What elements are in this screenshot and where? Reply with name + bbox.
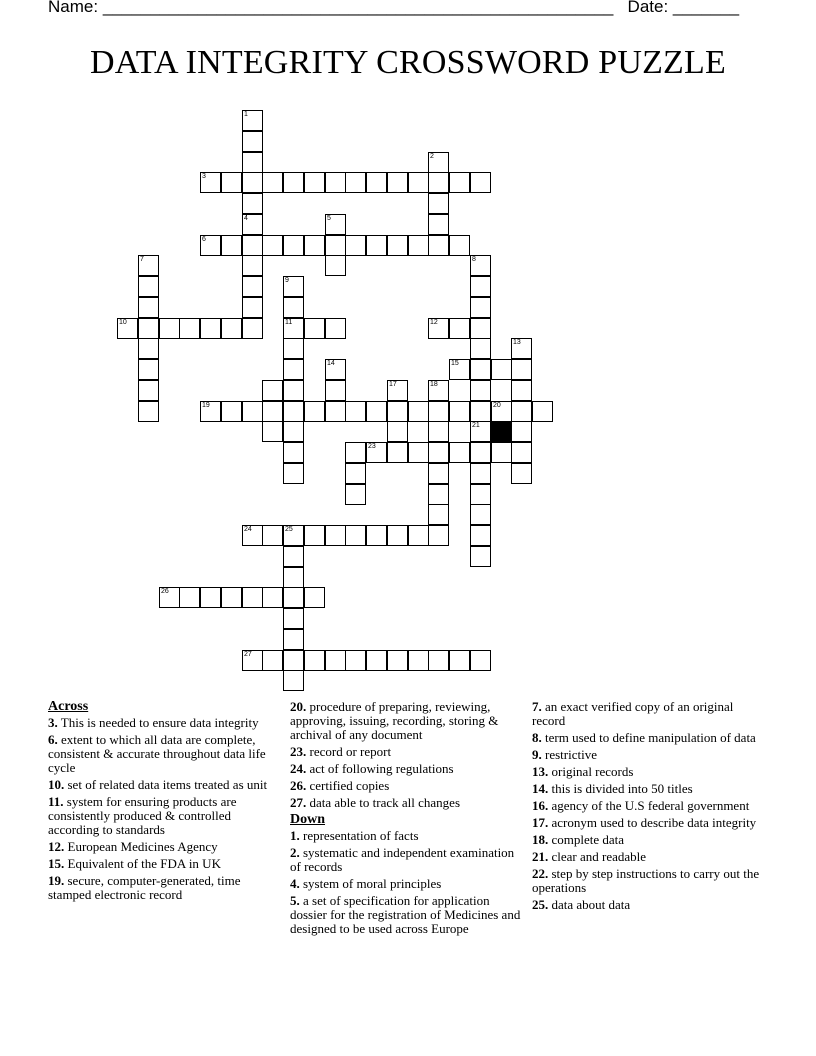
clue-number: 17	[389, 381, 397, 388]
clue-number-label: 23.	[290, 744, 307, 759]
crossword-cell[interactable]	[283, 338, 304, 359]
crossword-cell[interactable]	[345, 484, 366, 505]
crossword-cell[interactable]	[428, 401, 449, 422]
crossword-cell[interactable]	[283, 546, 304, 567]
clue-text: clear and readable	[548, 849, 647, 864]
clue-item	[48, 716, 273, 730]
crossword-cell[interactable]	[449, 235, 470, 256]
crossword-cell[interactable]	[262, 650, 283, 671]
clue-item	[48, 795, 273, 837]
clue-item	[532, 850, 764, 864]
clue-item	[48, 840, 273, 854]
crossword-cell[interactable]	[387, 172, 408, 193]
page-title: DATA INTEGRITY CROSSWORD PUZZLE	[90, 44, 726, 81]
clue-text: representation of facts	[299, 828, 419, 843]
clue-number: 8	[472, 256, 476, 263]
clues-column-1	[48, 700, 273, 905]
crossword-cell[interactable]	[283, 463, 304, 484]
clue-number: 4	[244, 215, 248, 222]
crossword-cell[interactable]	[428, 463, 449, 484]
crossword-cell[interactable]	[179, 587, 200, 608]
clue-text: set of related data items treated as unit	[64, 777, 268, 792]
clue-number: 15	[451, 360, 459, 367]
crossword-cell[interactable]	[428, 484, 449, 505]
clue-item	[48, 778, 273, 792]
crossword-cell[interactable]	[262, 235, 283, 256]
clue-text: restrictive	[541, 747, 597, 762]
clue-number-label: 21.	[532, 849, 549, 864]
crossword-cell[interactable]	[428, 193, 449, 214]
clue-number: 13	[513, 339, 521, 346]
clue-text: an exact verified copy of an original record	[532, 699, 734, 728]
crossword-cell[interactable]	[470, 463, 491, 484]
crossword-cell[interactable]	[470, 650, 491, 671]
crossword-cell[interactable]	[283, 421, 304, 442]
crossword-cell[interactable]	[387, 421, 408, 442]
crossword-cell[interactable]	[408, 442, 429, 463]
clue-text: Equivalent of the FDA in UK	[64, 856, 221, 871]
crossword-cell[interactable]	[345, 650, 366, 671]
clue-number: 3	[202, 173, 206, 180]
crossword-cell[interactable]	[242, 193, 263, 214]
crossword-cell[interactable]	[345, 463, 366, 484]
crossword-cell[interactable]	[511, 338, 532, 359]
crossword-cell[interactable]	[366, 172, 387, 193]
clue-text: record or report	[306, 744, 392, 759]
crossword-cell[interactable]	[325, 255, 346, 276]
clue-text: This is needed to ensure data integrity	[57, 715, 259, 730]
crossword-cell[interactable]	[242, 255, 263, 276]
crossword-cell[interactable]	[470, 318, 491, 339]
crossword-cell[interactable]	[200, 401, 221, 422]
crossword-cell[interactable]	[366, 401, 387, 422]
clue-number: 10	[119, 319, 127, 326]
crossword-cell[interactable]	[283, 380, 304, 401]
crossword-cell[interactable]	[511, 401, 532, 422]
crossword-cell[interactable]	[470, 338, 491, 359]
crossword-cell[interactable]	[345, 401, 366, 422]
clue-item	[532, 867, 764, 895]
crossword-cell[interactable]	[138, 318, 159, 339]
clue-number: 9	[285, 277, 289, 284]
crossword-cell[interactable]	[345, 525, 366, 546]
crossword-cell[interactable]	[387, 442, 408, 463]
crossword-cell[interactable]	[159, 318, 180, 339]
crossword-cell[interactable]	[242, 318, 263, 339]
clue-number: 12	[430, 319, 438, 326]
clue-number-label: 2.	[290, 845, 300, 860]
crossword-cell[interactable]	[262, 401, 283, 422]
crossword-cell[interactable]	[283, 276, 304, 297]
crossword-cell[interactable]	[511, 421, 532, 442]
clue-item	[290, 779, 526, 793]
date-blank[interactable]: _______	[672, 0, 740, 16]
clues-column-3	[532, 700, 764, 915]
clue-number-label: 6.	[48, 732, 58, 747]
clue-number: 26	[161, 588, 169, 595]
crossword-cell[interactable]	[138, 276, 159, 297]
crossword-cell[interactable]	[138, 359, 159, 380]
crossword-cell[interactable]	[449, 318, 470, 339]
crossword-cell[interactable]	[511, 380, 532, 401]
crossword-cell[interactable]	[304, 235, 325, 256]
clue-item	[532, 799, 764, 813]
crossword-cell[interactable]	[408, 650, 429, 671]
clue-text: a set of specification for application dossier for the registration of Medicines and designed to be used across Europe	[290, 893, 521, 936]
clue-number: 20	[493, 402, 501, 409]
crossword-cell[interactable]	[262, 525, 283, 546]
clue-number: 18	[430, 381, 438, 388]
clue-item	[532, 816, 764, 830]
crossword-cell[interactable]	[408, 172, 429, 193]
clue-item	[532, 782, 764, 796]
crossword-cell[interactable]	[200, 235, 221, 256]
crossword-cell[interactable]	[491, 359, 512, 380]
clue-number-label: 7.	[532, 699, 542, 714]
crossword-cell[interactable]	[408, 401, 429, 422]
crossword-cell[interactable]	[138, 401, 159, 422]
clue-item	[532, 765, 764, 779]
crossword-cell[interactable]	[242, 214, 263, 235]
clue-number: 21	[472, 422, 480, 429]
crossword-cell[interactable]	[428, 152, 449, 173]
crossword-cell[interactable]	[262, 380, 283, 401]
crossword-cell[interactable]	[200, 587, 221, 608]
clue-number: 19	[202, 402, 210, 409]
clue-number-label: 16.	[532, 798, 549, 813]
crossword-cell[interactable]	[449, 650, 470, 671]
crossword-cell[interactable]	[138, 338, 159, 359]
crossword-cell[interactable]	[200, 318, 221, 339]
crossword-cell[interactable]	[221, 401, 242, 422]
name-label: Name:	[48, 0, 99, 16]
crossword-cell[interactable]	[325, 401, 346, 422]
crossword-cell[interactable]	[366, 235, 387, 256]
clue-item	[532, 731, 764, 745]
crossword-cell[interactable]	[221, 587, 242, 608]
crossword-cell[interactable]	[283, 442, 304, 463]
name-blank[interactable]: ______________________________________________________	[102, 0, 614, 16]
crossword-cell[interactable]	[470, 421, 491, 442]
crossword-cell[interactable]	[366, 525, 387, 546]
crossword-cell[interactable]	[491, 442, 512, 463]
clue-number-label: 22.	[532, 866, 549, 881]
clue-text: system of moral principles	[299, 876, 442, 891]
clue-item	[290, 829, 526, 843]
clue-item	[290, 762, 526, 776]
clue-number-label: 14.	[532, 781, 549, 796]
clue-item	[532, 833, 764, 847]
crossword-cell[interactable]	[117, 318, 138, 339]
crossword-cell[interactable]	[283, 297, 304, 318]
clue-text: secure, computer-generated, time stamped electronic record	[48, 873, 241, 902]
crossword-cell[interactable]	[283, 629, 304, 650]
crossword-cell[interactable]	[470, 504, 491, 525]
clue-number-label: 19.	[48, 873, 65, 888]
crossword-cell[interactable]	[304, 318, 325, 339]
clue-number-label: 4.	[290, 876, 300, 891]
crossword-cell[interactable]	[325, 525, 346, 546]
crossword-cell[interactable]	[325, 380, 346, 401]
crossword-cell[interactable]	[283, 525, 304, 546]
crossword-cell[interactable]	[221, 318, 242, 339]
clue-number-label: 26.	[290, 778, 307, 793]
crossword-cell[interactable]	[408, 525, 429, 546]
crossword-cell[interactable]	[428, 318, 449, 339]
crossword-cell[interactable]	[428, 650, 449, 671]
crossword-cell[interactable]	[366, 650, 387, 671]
clue-number-label: 10.	[48, 777, 65, 792]
clue-item	[290, 700, 526, 742]
crossword-cell[interactable]	[491, 401, 512, 422]
clue-text: procedure of preparing, reviewing, approving, issuing, recording, storing & archival of any document	[290, 699, 499, 742]
crossword-cell[interactable]	[428, 235, 449, 256]
crossword-cell[interactable]	[428, 172, 449, 193]
crossword-cell[interactable]	[366, 442, 387, 463]
crossword-cell[interactable]	[283, 587, 304, 608]
crossword-cell[interactable]	[449, 401, 470, 422]
clue-text: term used to define manipulation of data	[541, 730, 756, 745]
clue-number: 23	[368, 443, 376, 450]
crossword-cell[interactable]	[242, 276, 263, 297]
clue-number-label: 12.	[48, 839, 65, 854]
crossword-cell[interactable]	[304, 172, 325, 193]
crossword-cell[interactable]	[345, 442, 366, 463]
clue-item	[290, 877, 526, 891]
crossword-cell[interactable]	[470, 172, 491, 193]
clue-item	[290, 796, 526, 810]
crossword-cell[interactable]	[304, 587, 325, 608]
crossword-cell[interactable]	[511, 442, 532, 463]
clue-number-label: 3.	[48, 715, 58, 730]
clue-number-label: 17.	[532, 815, 549, 830]
crossword-cell[interactable]	[304, 401, 325, 422]
crossword-cell[interactable]	[325, 172, 346, 193]
crossword-cell[interactable]	[242, 152, 263, 173]
crossword-cell[interactable]	[387, 401, 408, 422]
clue-number-label: 8.	[532, 730, 542, 745]
crossword-cell[interactable]	[511, 359, 532, 380]
crossword-cell[interactable]	[387, 525, 408, 546]
crossword-cell[interactable]	[242, 110, 263, 131]
crossword-cell[interactable]	[408, 235, 429, 256]
crossword-cell[interactable]	[449, 442, 470, 463]
crossword-cell[interactable]	[242, 525, 263, 546]
clue-number: 7	[140, 256, 144, 263]
clues-column-2	[290, 700, 526, 939]
crossword-cell[interactable]	[283, 318, 304, 339]
crossword-cell[interactable]	[262, 421, 283, 442]
crossword-cell[interactable]	[283, 235, 304, 256]
crossword-cell[interactable]	[428, 525, 449, 546]
clue-item	[290, 846, 526, 874]
clue-text: complete data	[548, 832, 625, 847]
crossword-cell[interactable]	[242, 587, 263, 608]
clue-number: 2	[430, 153, 434, 160]
crossword-cell[interactable]	[470, 546, 491, 567]
crossword-cell[interactable]	[283, 359, 304, 380]
crossword-cell[interactable]	[449, 172, 470, 193]
clue-number: 14	[327, 360, 335, 367]
crossword-cell[interactable]	[242, 297, 263, 318]
crossword-cell[interactable]	[470, 442, 491, 463]
clue-text: acronym used to describe data integrity	[548, 815, 757, 830]
crossword-cell[interactable]	[470, 525, 491, 546]
clue-item	[532, 898, 764, 912]
clue-text: step by step instructions to carry out the operations	[532, 866, 760, 895]
clue-text: extent to which all data are complete, consistent & accurate throughout data life cycle	[48, 732, 266, 775]
clue-number-label: 9.	[532, 747, 542, 762]
crossword-cell[interactable]	[345, 172, 366, 193]
crossword-cell[interactable]	[470, 359, 491, 380]
clue-text: agency of the U.S federal government	[548, 798, 750, 813]
crossword-cell[interactable]	[179, 318, 200, 339]
crossword-cell[interactable]	[387, 235, 408, 256]
clue-number: 6	[202, 236, 206, 243]
crossword-cell[interactable]	[449, 359, 470, 380]
crossword-cell[interactable]	[470, 380, 491, 401]
crossword-cell[interactable]	[138, 380, 159, 401]
crossword-cell[interactable]	[470, 276, 491, 297]
crossword-cell[interactable]	[428, 504, 449, 525]
crossword-cell[interactable]	[345, 235, 366, 256]
crossword-cell[interactable]	[470, 401, 491, 422]
crossword-cell[interactable]	[159, 587, 180, 608]
crossword-cell[interactable]	[325, 318, 346, 339]
clue-item	[48, 733, 273, 775]
crossword-cell[interactable]	[283, 567, 304, 588]
clue-text: this is divided into 50 titles	[548, 781, 693, 796]
crossword-cell[interactable]	[304, 525, 325, 546]
crossword-cell[interactable]	[428, 421, 449, 442]
section-heading: Down	[290, 812, 326, 827]
crossword-cell[interactable]	[283, 670, 304, 691]
crossword-cell[interactable]	[325, 214, 346, 235]
crossword-cell[interactable]	[262, 587, 283, 608]
clue-number: 5	[327, 215, 331, 222]
clue-number-label: 13.	[532, 764, 549, 779]
clue-text: data about data	[548, 897, 631, 912]
clue-number-label: 27.	[290, 795, 307, 810]
crossword-cell[interactable]	[221, 172, 242, 193]
crossword-cell[interactable]	[262, 172, 283, 193]
crossword-cell[interactable]	[428, 214, 449, 235]
clue-number-label: 18.	[532, 832, 549, 847]
crossword-cell[interactable]	[387, 380, 408, 401]
clue-text: data able to track all changes	[306, 795, 461, 810]
crossword-cell[interactable]	[428, 442, 449, 463]
clue-text: act of following regulations	[306, 761, 454, 776]
clue-item	[532, 748, 764, 762]
clue-number-label: 11.	[48, 794, 64, 809]
crossword-cell[interactable]	[325, 235, 346, 256]
crossword-cell[interactable]	[511, 463, 532, 484]
crossword-cell[interactable]	[428, 380, 449, 401]
clue-number: 1	[244, 111, 248, 118]
section-heading: Across	[48, 699, 89, 714]
clue-number: 27	[244, 651, 252, 658]
crossword-cell[interactable]	[325, 650, 346, 671]
crossword-cell[interactable]	[242, 401, 263, 422]
crossword-cell[interactable]	[283, 608, 304, 629]
clue-number: 25	[285, 526, 293, 533]
clue-number: 11	[285, 319, 293, 326]
crossword-black-cell	[491, 421, 512, 442]
crossword-cell[interactable]	[470, 255, 491, 276]
clue-number-label: 15.	[48, 856, 65, 871]
crossword-cell[interactable]	[283, 650, 304, 671]
clue-item	[290, 894, 526, 936]
crossword-cell[interactable]	[242, 172, 263, 193]
clue-text: original records	[548, 764, 634, 779]
clue-item	[532, 700, 764, 728]
crossword-cell[interactable]	[304, 650, 325, 671]
crossword-cell[interactable]	[325, 359, 346, 380]
clue-text: European Medicines Agency	[64, 839, 218, 854]
crossword-cell[interactable]	[532, 401, 553, 422]
crossword-cell[interactable]	[200, 172, 221, 193]
crossword-cell[interactable]	[283, 401, 304, 422]
clue-number-label: 24.	[290, 761, 307, 776]
crossword-cell[interactable]	[387, 650, 408, 671]
crossword-cell[interactable]	[283, 172, 304, 193]
crossword-cell[interactable]	[138, 297, 159, 318]
clue-number-label: 25.	[532, 897, 549, 912]
clue-item	[48, 874, 273, 902]
clue-item	[48, 857, 273, 871]
clue-item	[290, 745, 526, 759]
clue-text: system for ensuring products are consistently produced & controlled according to standards	[48, 794, 237, 837]
crossword-cell[interactable]	[242, 235, 263, 256]
clue-number: 24	[244, 526, 252, 533]
clue-text: systematic and independent examination of records	[290, 845, 515, 874]
crossword-cell[interactable]	[138, 255, 159, 276]
crossword-cell[interactable]	[470, 297, 491, 318]
clue-number-label: 5.	[290, 893, 300, 908]
crossword-cell[interactable]	[221, 235, 242, 256]
crossword-cell[interactable]	[242, 131, 263, 152]
crossword-cell[interactable]	[470, 484, 491, 505]
clue-number-label: 1.	[290, 828, 300, 843]
clue-number-label: 20.	[290, 699, 307, 714]
date-label: Date:	[627, 0, 669, 16]
clue-text: certified copies	[306, 778, 390, 793]
crossword-cell[interactable]	[242, 650, 263, 671]
